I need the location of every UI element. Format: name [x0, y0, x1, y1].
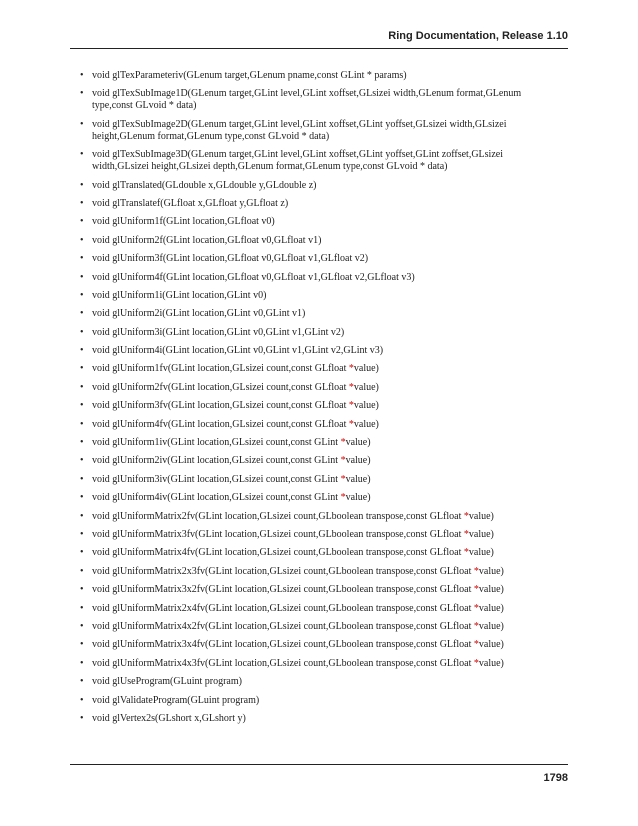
list-item [80, 308, 562, 320]
signature-suffix: value) [345, 492, 371, 504]
bullet-icon: • [80, 308, 84, 320]
list-item [80, 363, 562, 375]
signature-prefix: void glUniform1iv(GLint location,GLsizei count,const GLint [92, 437, 341, 449]
bullet-icon: • [80, 473, 84, 485]
pointer-asterisk: * [473, 602, 479, 614]
function-signature: void glTranslatef(GLfloat x,GLfloat y,GLfloat z) [92, 197, 289, 209]
signature-suffix: value) [478, 602, 504, 614]
signature-prefix: void glUniformMatrix2fv(GLint location,GLsizei count,GLboolean transpose,const GLfloat [92, 510, 464, 522]
function-signature [92, 511, 494, 522]
pointer-asterisk: * [463, 510, 469, 522]
list-item [80, 88, 562, 112]
bullet-icon: • [80, 88, 84, 100]
function-signature: void glTexSubImage3D(GLenum target,GLint level,GLint xoffset,GLint yoffset,GLint zoffset,GLsizei width,GLsizei height,GLsizei depth,GLenum format,GLenum type,const GLvoid * data) [92, 149, 503, 173]
signature-suffix: value) [468, 528, 494, 540]
list-item [80, 639, 562, 651]
pointer-asterisk: * [473, 584, 479, 596]
signature-suffix: value) [353, 381, 379, 393]
list-item [80, 253, 562, 265]
list-item [80, 437, 562, 449]
signature-suffix: value) [478, 639, 504, 651]
bullet-icon: • [80, 657, 84, 669]
list-item [80, 584, 562, 596]
function-signature [92, 621, 504, 632]
signature-suffix: value) [345, 437, 371, 449]
bullet-icon: • [80, 197, 84, 209]
page-header-title: Ring Documentation, Release 1.10 [388, 30, 568, 42]
function-signature: void glTexSubImage2D(GLenum target,GLint level,GLint xoffset,GLint yoffset,GLsizei width,GLsizei height,GLenum format,GLenum type,const GLvoid * data) [92, 118, 507, 142]
page-number: 1798 [543, 772, 568, 784]
pointer-asterisk: * [473, 565, 479, 577]
signature-prefix: void glUniformMatrix3x2fv(GLint location,GLsizei count,GLboolean transpose,const GLfloat [92, 584, 474, 596]
pointer-asterisk: * [473, 639, 479, 651]
bullet-icon: • [80, 381, 84, 393]
signature-suffix: value) [478, 620, 504, 632]
list-item [80, 676, 562, 688]
signature-suffix: value) [478, 584, 504, 596]
list-item [80, 70, 562, 82]
function-signature: void glUniform4f(GLint location,GLfloat v0,GLfloat v1,GLfloat v2,GLfloat v3) [92, 271, 415, 283]
list-item [80, 345, 562, 357]
function-signature: void glValidateProgram(GLuint program) [92, 694, 260, 706]
function-signature: void glUniform1i(GLint location,GLint v0) [92, 289, 267, 301]
function-signature [92, 363, 379, 374]
bullet-icon: • [80, 345, 84, 357]
list-item [80, 658, 562, 670]
function-signature [92, 474, 371, 485]
list-item [80, 198, 562, 210]
function-signature: void glUniform2i(GLint location,GLint v0,GLint v1) [92, 308, 306, 320]
function-signature [92, 639, 504, 650]
bullet-icon: • [80, 149, 84, 161]
signature-suffix: value) [478, 565, 504, 577]
bullet-icon: • [80, 234, 84, 246]
signature-prefix: void glUniform3fv(GLint location,GLsizei count,const GLfloat [92, 400, 349, 412]
function-signature [92, 455, 371, 466]
list-item [80, 180, 562, 192]
bullet-icon: • [80, 418, 84, 430]
signature-prefix: void glUniform4iv(GLint location,GLsizei count,const GLint [92, 492, 341, 504]
list-item [80, 216, 562, 228]
function-signature: void glTexParameteriv(GLenum target,GLenum pname,const GLint * params) [92, 70, 407, 81]
bullet-icon: • [80, 547, 84, 559]
bullet-icon: • [80, 602, 84, 614]
function-signature [92, 529, 494, 540]
pointer-asterisk: * [348, 363, 354, 375]
signature-prefix: void glUniformMatrix2x3fv(GLint location,GLsizei count,GLboolean transpose,const GLfloat [92, 565, 474, 577]
function-signature [92, 547, 494, 558]
bullet-icon: • [80, 694, 84, 706]
bullet-icon: • [80, 118, 84, 130]
list-item [80, 547, 562, 559]
list-item [80, 695, 562, 707]
bullet-icon: • [80, 639, 84, 651]
function-signature [92, 566, 504, 577]
pointer-asterisk: * [340, 492, 346, 504]
signature-suffix: value) [345, 455, 371, 467]
function-signature: void glTexSubImage1D(GLenum target,GLint level,GLint xoffset,GLsizei width,GLenum format,GLenum type,const GLvoid * data) [92, 88, 522, 112]
function-signature [92, 437, 371, 448]
list-item [80, 474, 562, 486]
signature-suffix: value) [468, 510, 494, 522]
bullet-icon: • [80, 528, 84, 540]
function-signature [92, 382, 379, 393]
signature-prefix: void glUniformMatrix4x2fv(GLint location,GLsizei count,GLboolean transpose,const GLfloat [92, 620, 474, 632]
list-item [80, 511, 562, 523]
signature-prefix: void glUniformMatrix2x4fv(GLint location,GLsizei count,GLboolean transpose,const GLfloat [92, 602, 474, 614]
bullet-icon: • [80, 363, 84, 375]
list-item [80, 119, 562, 143]
list-item [80, 566, 562, 578]
bullet-icon: • [80, 676, 84, 688]
bullet-icon: • [80, 584, 84, 596]
signature-suffix: value) [353, 418, 379, 430]
list-item [80, 272, 562, 284]
bullet-icon: • [80, 326, 84, 338]
function-signature [92, 419, 379, 430]
list-item [80, 455, 562, 467]
signature-prefix: void glUniformMatrix3fv(GLint location,GLsizei count,GLboolean transpose,const GLfloat [92, 528, 464, 540]
list-item [80, 149, 562, 173]
function-list [80, 70, 562, 731]
function-signature: void glVertex2s(GLshort x,GLshort y) [92, 712, 246, 724]
function-signature: void glUniform3f(GLint location,GLfloat v0,GLfloat v1,GLfloat v2) [92, 253, 369, 265]
signature-prefix: void glUniformMatrix4fv(GLint location,GLsizei count,GLboolean transpose,const GLfloat [92, 547, 464, 559]
function-signature: void glTranslated(GLdouble x,GLdouble y,GLdouble z) [92, 179, 317, 191]
bullet-icon: • [80, 253, 84, 265]
bullet-icon: • [80, 712, 84, 724]
function-signature: void glUniform1f(GLint location,GLfloat v0) [92, 216, 275, 228]
function-signature [92, 400, 379, 411]
pointer-asterisk: * [463, 528, 469, 540]
signature-prefix: void glUniform4fv(GLint location,GLsizei count,const GLfloat [92, 418, 349, 430]
footer-rule [70, 764, 568, 765]
bullet-icon: • [80, 437, 84, 449]
header-rule [70, 48, 568, 49]
signature-suffix: value) [468, 547, 494, 559]
bullet-icon: • [80, 455, 84, 467]
list-item [80, 492, 562, 504]
signature-prefix: void glUniform1fv(GLint location,GLsizei count,const GLfloat [92, 363, 349, 375]
pointer-asterisk: * [340, 455, 346, 467]
bullet-icon: • [80, 492, 84, 504]
function-signature: void glUniform4i(GLint location,GLint v0,GLint v1,GLint v2,GLint v3) [92, 345, 384, 357]
bullet-icon: • [80, 216, 84, 228]
function-signature: void glUniform2f(GLint location,GLfloat v0,GLfloat v1) [92, 234, 322, 246]
bullet-icon: • [80, 620, 84, 632]
signature-prefix: void glUniformMatrix4x3fv(GLint location,GLsizei count,GLboolean transpose,const GLfloat [92, 657, 474, 669]
list-item [80, 419, 562, 431]
function-signature [92, 658, 504, 669]
function-signature [92, 492, 371, 503]
bullet-icon: • [80, 400, 84, 412]
signature-prefix: void glUniformMatrix3x4fv(GLint location,GLsizei count,GLboolean transpose,const GLfloat [92, 639, 474, 651]
list-item [80, 382, 562, 394]
list-item [80, 713, 562, 725]
bullet-icon: • [80, 565, 84, 577]
list-item [80, 290, 562, 302]
pointer-asterisk: * [348, 418, 354, 430]
list-item [80, 621, 562, 633]
pointer-asterisk: * [463, 547, 469, 559]
function-signature: void glUniform3i(GLint location,GLint v0,GLint v1,GLint v2) [92, 326, 345, 338]
pointer-asterisk: * [340, 437, 346, 449]
list-item [80, 529, 562, 541]
function-signature [92, 584, 504, 595]
list-item [80, 235, 562, 247]
bullet-icon: • [80, 70, 84, 81]
function-signature: void glUseProgram(GLuint program) [92, 676, 242, 688]
signature-suffix: value) [345, 473, 371, 485]
signature-suffix: value) [353, 400, 379, 412]
pointer-asterisk: * [473, 657, 479, 669]
bullet-icon: • [80, 271, 84, 283]
pointer-asterisk: * [473, 620, 479, 632]
list-item [80, 327, 562, 339]
pointer-asterisk: * [348, 400, 354, 412]
signature-prefix: void glUniform2iv(GLint location,GLsizei count,const GLint [92, 455, 341, 467]
function-signature [92, 603, 504, 614]
pointer-asterisk: * [348, 381, 354, 393]
pointer-asterisk: * [340, 473, 346, 485]
bullet-icon: • [80, 289, 84, 301]
list-item [80, 603, 562, 615]
signature-suffix: value) [478, 657, 504, 669]
list-item [80, 400, 562, 412]
signature-suffix: value) [353, 363, 379, 375]
signature-prefix: void glUniform3iv(GLint location,GLsizei count,const GLint [92, 473, 341, 485]
bullet-icon: • [80, 179, 84, 191]
signature-prefix: void glUniform2fv(GLint location,GLsizei count,const GLfloat [92, 381, 349, 393]
bullet-icon: • [80, 510, 84, 522]
